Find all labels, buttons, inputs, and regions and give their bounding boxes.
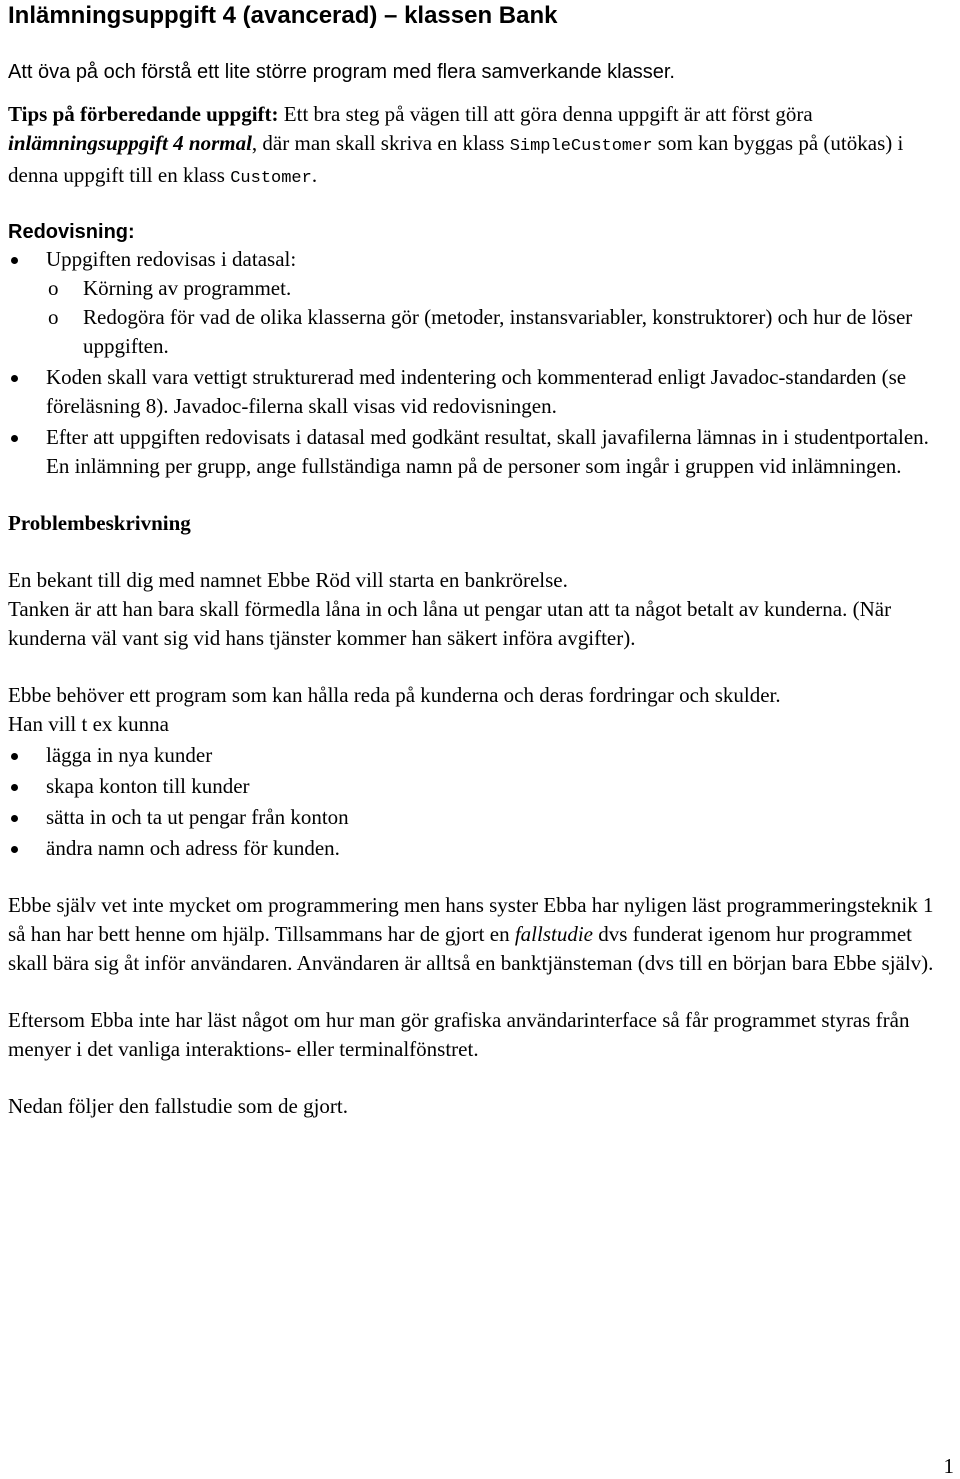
- tips-text-2: , där man skall skriva en klass: [251, 131, 510, 155]
- code-customer: Customer: [230, 169, 312, 188]
- paragraph: Eftersom Ebba inte har läst något om hur man gör grafiska användarinterface så får programmet styras från menyer i det vanliga interaktions- eller terminalfönstret.: [8, 1008, 910, 1061]
- sub-list-item: [8, 303, 956, 361]
- list-item: [8, 245, 956, 361]
- problem-heading: Problembeskrivning: [8, 511, 191, 535]
- bullet-icon: [11, 753, 18, 760]
- tips-paragraph: [8, 100, 956, 193]
- list-item: [8, 363, 956, 421]
- redovisning-heading: Redovisning:: [8, 221, 135, 243]
- emphasis-fallstudie: fallstudie: [514, 922, 593, 946]
- bullet-icon: [11, 257, 18, 264]
- list-item-text: ändra namn och adress för kunden.: [46, 836, 340, 860]
- document-page: [8, 0, 956, 1121]
- tips-label: Tips på förberedande uppgift:: [8, 102, 279, 126]
- paragraph-text: dvs funderat igenom hur programmet skall bära sig åt inför användaren. Användaren är alltså en banktjänsteman (dvs till en början bara Ebbe själv).: [8, 922, 934, 975]
- circle-bullet: o: [48, 276, 59, 300]
- list-item-text: Koden skall vara vettigt strukturerad med indentering och kommenterad enligt Javadoc-standarden (se föreläsning 8). Javadoc-filerna skall visas vid redovisningen.: [46, 365, 907, 418]
- list-item: [8, 834, 956, 863]
- code-simplecustomer: SimpleCustomer: [509, 137, 653, 156]
- list-item: [8, 803, 956, 832]
- list-item: [8, 741, 956, 770]
- bullet-icon: [11, 846, 18, 853]
- bullet-icon: [11, 375, 18, 382]
- tips-text-3: som kan byggas på (utökas) i denna uppgift till en klass: [8, 131, 904, 187]
- list-item-text: Uppgiften redovisas i datasal:: [46, 247, 297, 271]
- tips-emphasis: inlämningsuppgift 4 normal: [8, 131, 252, 155]
- tips-text-4: .: [311, 163, 318, 187]
- sub-list: [46, 274, 956, 361]
- bullet-icon: [11, 435, 18, 442]
- paragraph: Nedan följer den fallstudie som de gjort.: [8, 1094, 348, 1118]
- list-item-text: sätta in och ta ut pengar från konton: [46, 805, 349, 829]
- list-item-text: Efter att uppgiften redovisats i datasal med godkänt resultat, skall javafilerna lämnas in i studentportalen. En inlämning per grupp, ange fullständiga namn på de personer som ingår i gruppen vid inlämningen.: [46, 425, 929, 478]
- paragraph: En bekant till dig med namnet Ebbe Röd vill starta en bankrörelse.: [8, 568, 568, 592]
- wishes-list: [8, 741, 956, 863]
- paragraph-text: Ebbe själv vet inte mycket om programmering men hans syster Ebba har nyligen läst programmeringsteknik 1 så han har bett henne om hjälp. Tillsammans har de gjort en: [8, 893, 934, 946]
- list-item: [8, 772, 956, 801]
- bullet-icon: [11, 784, 18, 791]
- bullet-icon: [11, 815, 18, 822]
- page-title: Inlämningsuppgift 4 (avancerad) – klassen Bank: [8, 2, 558, 29]
- list-item-text: skapa konton till kunder: [46, 774, 250, 798]
- list-item: [8, 423, 956, 481]
- paragraph: Ebbe behöver ett program som kan hålla reda på kunderna och deras fordringar och skulder.: [8, 683, 781, 707]
- sub-item-text: Redogöra för vad de olika klasserna gör (metoder, instansvariabler, konstruktorer) och hur de löser uppgiften.: [83, 305, 913, 358]
- tips-text-1: Ett bra steg på vägen till att göra denna uppgift är att först göra: [278, 102, 813, 126]
- list-item-text: lägga in nya kunder: [46, 743, 213, 767]
- paragraph: Tanken är att han bara skall förmedla låna in och låna ut pengar utan att ta något betalt av kunderna. (När kunderna väl vant sig vid hans tjänster kommer han säkert införa avgifter).: [8, 597, 892, 650]
- subtitle: Att öva på och förstå ett lite större program med flera samverkande klasser.: [8, 61, 675, 83]
- paragraph: Han vill t ex kunna: [8, 712, 169, 736]
- sub-list-item: [8, 274, 956, 303]
- redovisning-list: [8, 245, 956, 481]
- circle-bullet: o: [48, 305, 59, 329]
- page-number: 1: [943, 1454, 954, 1478]
- paragraph: [8, 891, 956, 978]
- sub-item-text: Körning av programmet.: [83, 276, 292, 300]
